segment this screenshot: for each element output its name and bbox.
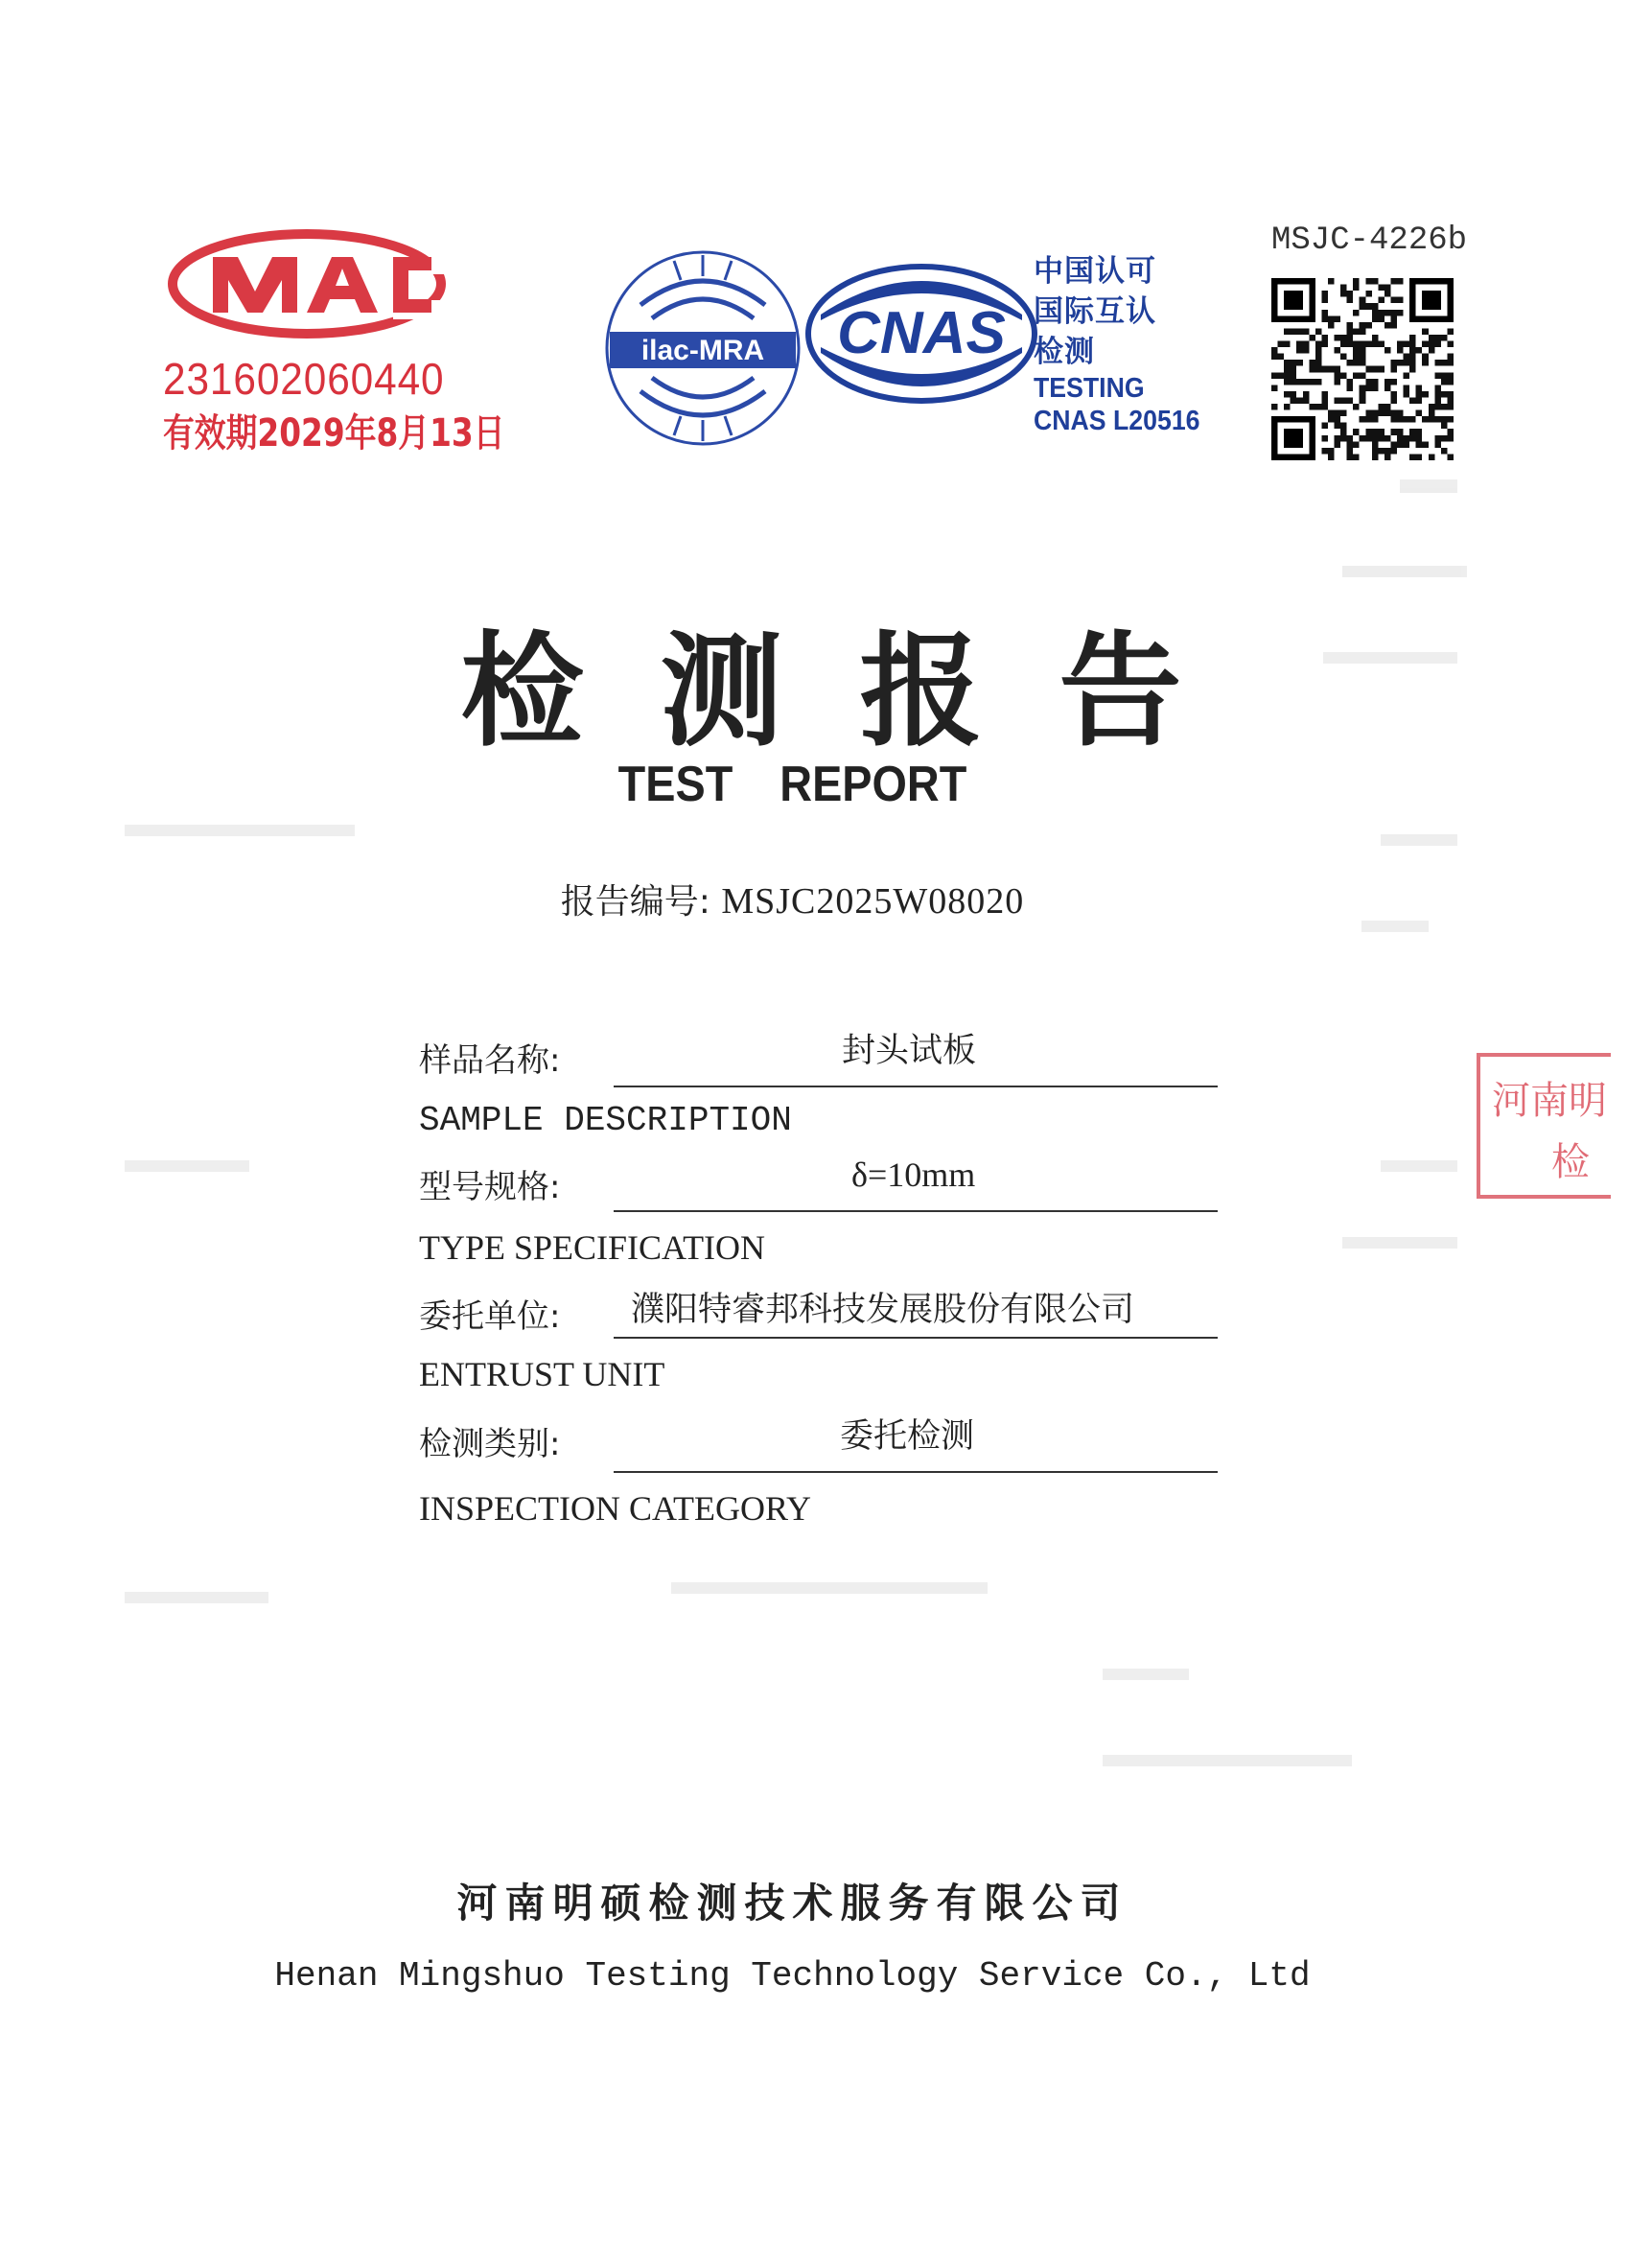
cma-certificate-number: 231602060440 (163, 354, 445, 404)
cnas-line-3: 检测 (1034, 335, 1095, 369)
cnas-accreditation-text (1034, 251, 1215, 437)
entrust-unit-label: 委托单位: (419, 1297, 561, 1336)
type-spec-value: δ=10mm (851, 1156, 976, 1194)
qr-code-icon (1271, 278, 1454, 460)
cma-logo-icon (163, 228, 451, 343)
edge-seal-stamp (1477, 1053, 1611, 1199)
ilac-text: ilac-MRA (640, 335, 765, 366)
type-specification-label: TYPE SPECIFICATION (419, 1228, 766, 1267)
cma-certification-mark (163, 228, 505, 458)
inspection-category-value: 委托检测 (840, 1417, 975, 1456)
type-spec-label: 型号规格: (419, 1168, 561, 1206)
company-name-cn: 河南明硕检测技术服务有限公司 (456, 1880, 1128, 1927)
entrust-unit-value: 濮阳特睿邦科技发展股份有限公司 (631, 1291, 1135, 1329)
sample-name-label: 样品名称: (419, 1041, 561, 1080)
entrust-unit-en-label: ENTRUST UNIT (419, 1355, 665, 1393)
edge-seal-line-2: 检 (1551, 1140, 1590, 1184)
cnas-logo-icon (802, 257, 1041, 410)
cnas-line-1: 中国认可 (1034, 254, 1156, 289)
report-number-value: MSJC2025W08020 (721, 881, 1025, 922)
sample-name-value: 封头试板 (842, 1032, 977, 1070)
inspection-category-en-label: INSPECTION CATEGORY (419, 1489, 812, 1528)
cnas-line-5: CNAS L20516 (1034, 406, 1200, 436)
sample-name-underline (614, 1086, 1218, 1087)
cma-valid-until: 有效期2029年8月13日 (163, 411, 505, 455)
cnas-line-2: 国际互认 (1034, 294, 1156, 329)
entrust-unit-underline (614, 1337, 1218, 1339)
report-title: 检测报告 (460, 620, 1259, 763)
type-spec-underline (614, 1210, 1218, 1212)
cnas-line-4: TESTING (1034, 373, 1145, 404)
report-title-en: TEST REPORT (617, 757, 967, 812)
report-number (0, 875, 1585, 923)
cnas-text: CNAS (837, 300, 1006, 366)
qr-code-label: MSJC-4226b (1271, 222, 1468, 259)
sample-description-label: SAMPLE DESCRIPTION (419, 1101, 792, 1140)
edge-seal-line-1: 河南明 (1492, 1079, 1607, 1123)
company-name-en: Henan Mingshuo Testing Technology Service Co., Ltd (274, 1956, 1311, 1996)
ilac-mra-logo-icon (602, 247, 803, 449)
report-number-label: 报告编号: (560, 882, 710, 922)
inspection-category-underline (614, 1471, 1218, 1473)
inspection-category-label: 检测类别: (419, 1425, 561, 1463)
